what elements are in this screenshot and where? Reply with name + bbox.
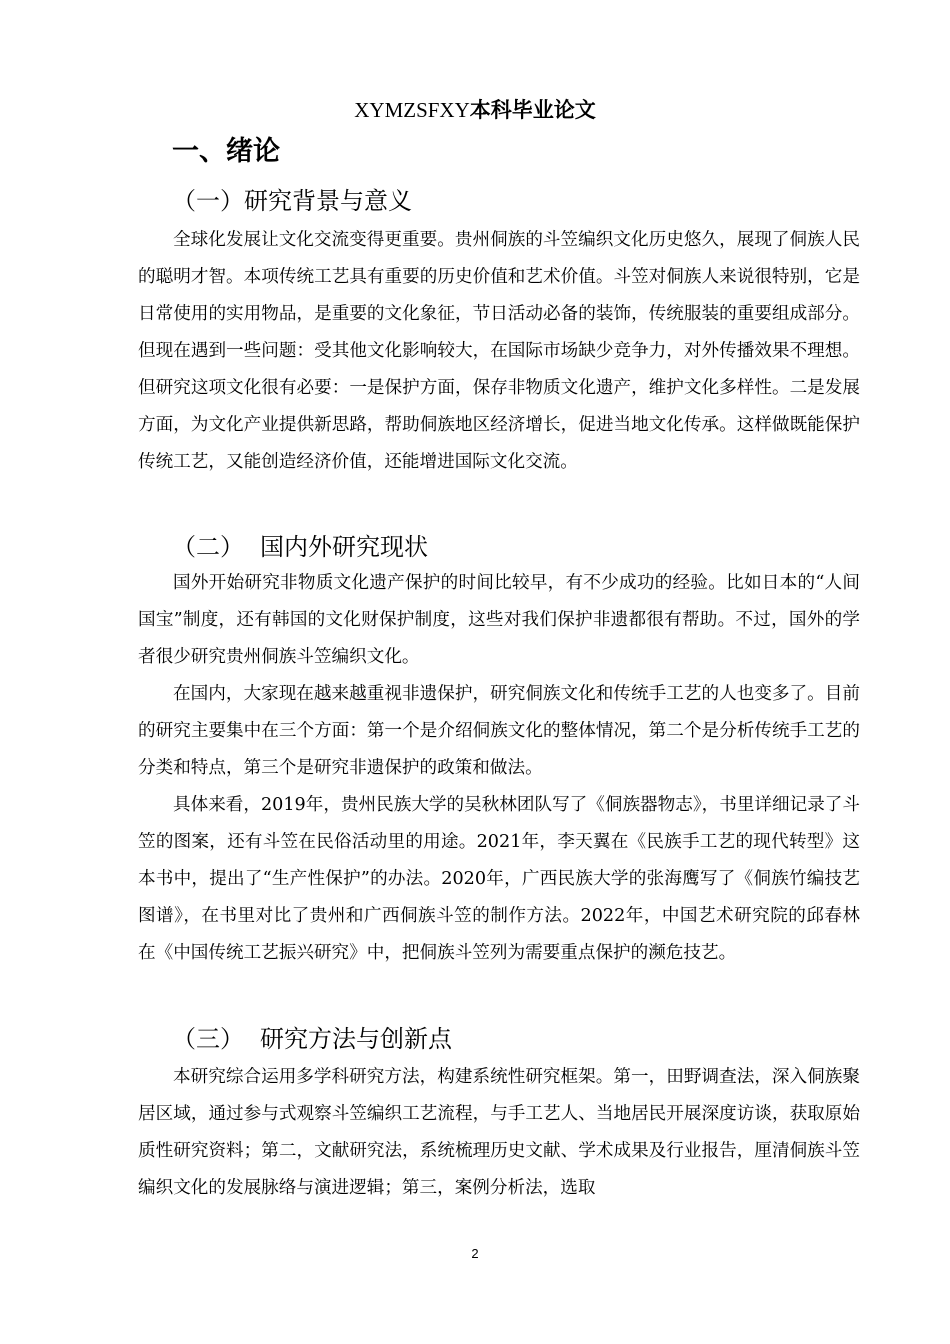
section-heading-3 <box>172 1023 452 1055</box>
section-number-3: （三） <box>172 1025 244 1053</box>
running-header <box>0 96 950 124</box>
paragraph-2: 国外开始研究非物质文化遗产保护的时间比较早，有不少成功的经验。比如日本的“人间国宝”制度，还有韩国的文化财保护制度，这些对我们保护非遗都很有帮助。不过，国外的学者很少研究贵州侗族斗笠编织文化。 <box>138 573 860 667</box>
paragraph-5: 本研究综合运用多学科研究方法，构建系统性研究框架。第一，田野调查法，深入侗族聚居区域，通过参与式观察斗笠编织工艺流程，与手工艺人、当地居民开展深度访谈，获取原始质性研究资料；第二，文献研究法，系统梳理历史文献、学术成果及行业报告，厘清侗族斗笠编织文化的发展脉络与演进逻辑；第三，案例分析法，选取 <box>138 1067 860 1198</box>
section-heading-2 <box>172 531 428 563</box>
section-heading-1: （一）研究背景与意义 <box>172 187 412 215</box>
paragraph-1: 全球化发展让文化交流变得更重要。贵州侗族的斗笠编织文化历史悠久，展现了侗族人民的聪明才智。本项传统工艺具有重要的历史价值和艺术价值。斗笠对侗族人来说很特别，它是日常使用的实用物品，是重要的文化象征，节日活动必备的装饰，传统服装的重要组成部分。但现在遇到一些问题：受其他文化影响较大，在国际市场缺少竞争力，对外传播效果不理想。但研究这项文化很有必要：一是保护方面，保存非物质文化遗产，维护文化多样性。二是发展方面，为文化产业提供新思路，帮助侗族地区经济增长，促进当地文化传承。这样做既能保护传统工艺，又能创造经济价值，还能增进国际文化交流。 <box>138 230 860 472</box>
section-title-2: 国内外研究现状 <box>260 533 428 561</box>
section-number-2: （二） <box>172 533 244 561</box>
header-title: 本科毕业论文 <box>469 98 596 122</box>
paragraph-3: 在国内，大家现在越来越重视非遗保护，研究侗族文化和传统手工艺的人也变多了。目前的研究主要集中在三个方面：第一个是介绍侗族文化的整体情况，第二个是分析传统手工艺的分类和特点，第三个是研究非遗保护的政策和做法。 <box>138 684 860 778</box>
paragraph-4: 具体来看，2019年，贵州民族大学的吴秋林团队写了《侗族器物志》，书里详细记录了斗笠的图案，还有斗笠在民俗活动里的用途。2021年，李天翼在《民族手工艺的现代转型》这本书中，提出了“生产性保护”的办法。2020年，广西民族大学的张海鹰写了《侗族竹编技艺图谱》，在书里对比了贵州和广西侗族斗笠的制作方法。2022年，中国艺术研究院的邱春林在《中国传统工艺振兴研究》中，把侗族斗笠列为需要重点保护的濒危技艺。 <box>138 795 860 963</box>
section-title-3: 研究方法与创新点 <box>260 1025 452 1053</box>
page-number: 2 <box>471 1246 479 1261</box>
header-code: XYMZSFXY <box>354 98 470 122</box>
chapter-title: 一、绪论 <box>172 136 280 167</box>
